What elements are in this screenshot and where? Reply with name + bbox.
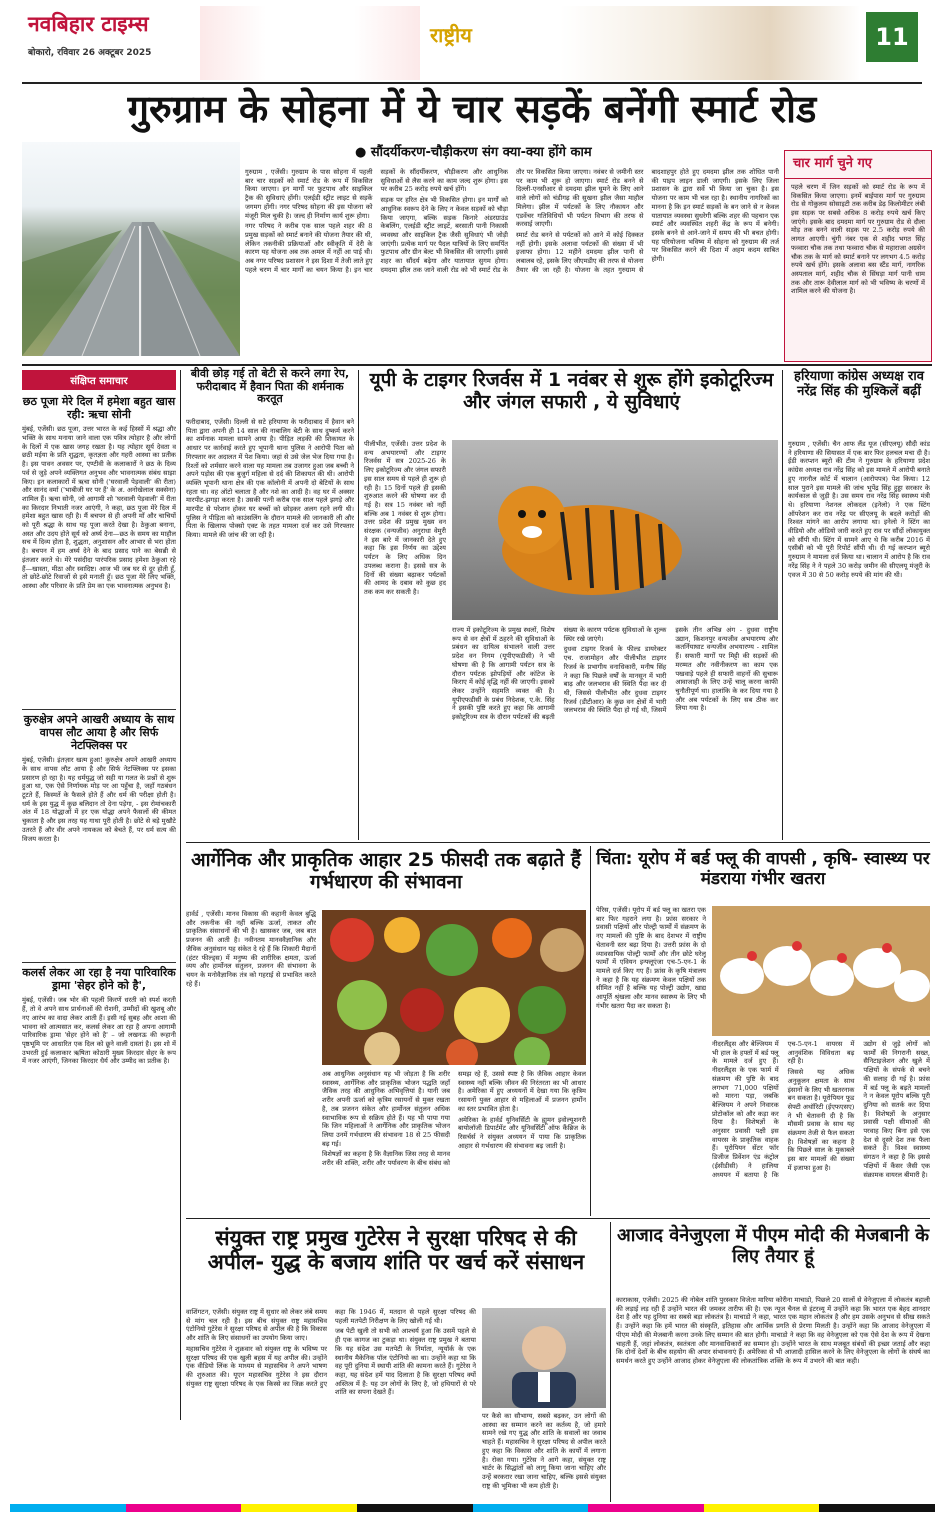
un-divider — [610, 1222, 611, 1502]
lead-headline: गुरुग्राम के सोहना में ये चार सड़कें बनेंगी स्मार्ट रोड — [127, 87, 817, 131]
lead-body-p2: नगर परिषद ने करीब एक साल पहले शहर की 8 प्रमुख सड़कों को स्मार्ट बनाने की योजना तैयार की थी, लेकिन तकनीकी प्रक्रियाओं और स्वीकृति में देरी के कारण यह योजना अब तक अमल में नहीं आ पाई थी। अब नगर परिषद प्रशासन ने इस दिशा में तेजी लाते हुए पहले चरण में चार मार्गों का चयन किया है। इन चार सड़कों के सौंदर्यीकरण, चौड़ीकरण और आधुनिक सुविधाओं से लैस करने का काम जल्द शुरू होगा। इस पर करीब 25 करोड़ रुपये खर्च होंगे। — [245, 168, 508, 274]
date-line: बोकारो, रविवार 26 अक्टूबर 2025 — [28, 48, 152, 58]
bird-flu-headline: चिंता: यूरोप में बर्ड फ्लू की वापसी , कृषि- स्वास्थ्य पर मंडराया गंभीर खतरा — [596, 849, 930, 889]
lead-bottom-rule — [22, 364, 932, 366]
tiger-divider — [782, 370, 783, 840]
lead-sidebar — [784, 150, 932, 362]
haryana-headline: हरियाणा कांग्रेस अध्यक्ष राव नरेंद्र सिंह की मुश्किलें बढ़ीं — [794, 369, 924, 399]
bird-flu-body-p4: उद्योग से जुड़े लोगों को फार्मों की निगरानी सख्त, सैनिटाइजेशन और खुले में पक्षियों के संपर्क से बचने की सलाह दी गई है। फ्रांस में बर्ड फ्लू के बढ़ते मामलों ने न केवल यूरोप बल्कि पूरी दुनिया को सतर्क कर दिया है। विशेषज्ञों के अनुसार प्रवासी पक्षी सीमाओं की परवाह किए बिना इसे एक देश से दूसरे देश तक फैला सकते हैं। विश्व स्वास्थ्य संगठन ने कहा है कि इससे पक्षियों में कैंसर जैसी एक संक्रामक वायरल बीमारी है। — [863, 1040, 930, 1179]
organic-body-p4: अमेरिका के हार्वर्ड यूनिवर्सिटी के ह्यूमन इवोल्यूशनरी बायोलॉजी डिपार्टमेंट और यूनिवर्सिटी ऑफ कैंब्रिज के रिसर्चर्स ने संयुक्त अध्ययन में पाया कि प्राकृतिक आहार से गर्भधारण की संभावना बढ़ जाती है। — [458, 1115, 586, 1150]
crime-headline: बीवी छोड़ गई तो बेटी से करने लगा रेप, फरीदाबाद में हैवान पिता की शर्मनाक करतूत — [190, 367, 350, 406]
organic-headline: आर्गेनिक और प्राकृतिक आहार 25 फीसदी तक बढ़ाते हैं गर्भधारण की संभावना — [191, 849, 581, 893]
tiger-body-p2: राज्य में इकोटूरिज्म के प्रमुख स्थलों, विशेष रूप से वन क्षेत्रों में ठहरने की सुविधाओं के प्रबंधन का दायित्व संभालने वाली उत्तर प्रदेश वन निगम (यूपीएफडीसी) ने भी घोषणा की है कि आगामी पर्यटन सत्र के दौरान पर्यटक झोपड़ियों और कॉटेज के किराए में कोई वृद्धि नहीं की जाएगी। इसको लेकर उन्होंने सहमति व्यक्त की है। यूपीएफडीसी के प्रबंध निदेशक, ए.के. सिंह ने इसकी पुष्टि करते हुए कहा कि आगामी इकोटूरिज्म सत्र के दौरान पर्यटकों की बढ़ती संख्या के कारण पर्यटक सुविधाओं के शुल्क स्थिर रखे जाएंगे। — [452, 626, 667, 722]
masthead — [0, 0, 945, 84]
tiger-photo — [452, 440, 778, 620]
brief-2-headline: कुरुक्षेत्र अपने आखरी अध्याय के साथ वापस लौट आया है और सिर्फ नेटफ्लिक्स पर — [22, 709, 176, 752]
lead-subhead: ● सौंदर्यीकरण-चौड़ीकरण संग क्या-क्या होंगे काम — [355, 145, 592, 160]
tiger-headline: यूपी के टाइगर रिजर्वस में 1 नवंबर से शुरू होंगे इकोटूरिज्म और जंगल सफारी , ये सुविधाएं — [369, 369, 774, 413]
un-body-p2: महासचिव गुटेरेस ने शुक्रवार को संयुक्त राष्ट्र के भविष्य पर सुरक्षा परिषद की एक खुली बहस में यह अपील की। उन्होंने एक वीडियो लिंक के माध्यम से महासचिव ने अपने भाषण की शुरुआत की। यूएन महासचिव गुटेरेस ने इस दौरान संयुक्त राष्ट्र सुरक्षा परिषद के एक किस्से का जिक्र करते हुए कहा कि 1946 में, मतदान से पहले सुरक्षा परिषद की पहली मतपेटी निरीक्षण के लिए खोली गई थी। — [186, 1308, 476, 1388]
un-headline: संयुक्त राष्ट्र प्रमुख गुटेरेस ने सुरक्षा परिषद से की अपील- युद्ध के बजाय शांति पर खर्च करें संसाधन — [207, 1226, 585, 1275]
modi-headline: आजाद वेनेजुएला में पीएम मोदी की मेजबानी के लिए तैयार हूं — [616, 1225, 930, 1267]
lead-body-p4: स्मार्ट रोड बनने से पर्यटकों को आने में कोई दिक्कत नहीं होगी। इसके अलावा पर्यटकों की संख्या में भी इजाफा होगा। 12 महीने दमदमा झील पानी से लबालब रहे, इसके लिए जीएमडीए की तरफ से योजना तैयार की जा रही है। योजना के तहत गुरुग्राम से बादशाहपुर होते हुए दमदमा झील तक शोधित पानी की पाइप लाइन डाली जाएगी। इसके लिए जिला प्रशासन के द्वारा सर्वे भी किया जा चुका है। इस योजना पर काम भी चल रहा है। स्थानीय नागरिकों का मानना है कि इन स्मार्ट सड़कों के बन जाने से न केवल यातायात व्यवस्था सुधरेगी बल्कि शहर की पहचान एक स्मार्ट और व्यवस्थित शहरी केंद्र के रूप में बनेगी। इसके बनने से आने-जाने में समय की भी बचत होगी। यह परियोजना भविष्य में सोहना को गुरुग्राम की तर्ज पर विकसित करने की दिशा में अहम कदम साबित होगी। — [516, 168, 779, 274]
masthead-illustration-right — [560, 6, 860, 80]
brief-1-headline: छठ पूजा मेरे दिल में हमेशा बहुत खास रही: ऋचा सोनी — [22, 395, 176, 421]
brief-label: संक्षिप्त समाचार — [22, 370, 176, 390]
print-registration-strip — [10, 1504, 935, 1512]
brief-3-headline: कलर्स लेकर आ रहा है नया पारिवारिक ड्रामा 'सेहर होने को है', — [22, 962, 176, 992]
haryana-body: गुरुग्राम , एजेंसी। चैन आफ लैंड यूज (सीएलयू) सौदी कांड ने हरियाणा की सियासत में एक बार फिर हलचल मचा दी है। ईडी करप्शन ब्यूरो की टीम ने गुरुग्राम के हरियाणा प्रदेश कांग्रेस अध्यक्ष राव नरेंद्र सिंह को इस मामले में आरोपी बनाते हुए नारनौल कोर्ट में चालान (आरोपपत्र) पेश किया। 12 साल पुराने इस मामले की जांच भूपेंद्र सिंह हुड्डा सरकार के कार्यकाल से जुड़ी है। उस समय राव नरेंद्र सिंह स्वास्थ्य मंत्री थे। हरियाणा नेशनल लोकदल (इनेलो) ने एक स्टिंग ऑपरेशन कर राव नरेंद्र पर सीएलयू के बदले करोड़ों की रिश्वत मांगने का आरोप लगाया था। इनेलो ने स्टिंग का वीडियो और ऑडियो जारी करते हुए राव पर सौंदों लोकायुक्त को सौंपी थी। स्टिंग में सामने आए थे कि करीब 2016 में एसीबी को भी पूरी रिपोर्ट सौंपी थी। दी गई करप्शन ब्यूरो गुरुग्राम ने मामला दर्ज किया था। चालान में आरोप है कि राव नरेंद्र सिंह ने ने पहले 30 करोड़ जमीन की सीएलयू मंजूरी के एवज में 30 से 50 करोड़ रुपये की मांग की थी। — [788, 440, 930, 579]
un-body-left — [186, 1308, 476, 1500]
crime-divider — [358, 370, 359, 840]
brief-3-body: मुंबई, एजेंसी। जब भोर की पहली किरणें धरती को स्पर्श करती हैं, तो वे अपने साथ प्रार्थनाओं की रोशनी, उम्मीदों की खुशबू और नए आरंभ का वादा लेकर आती हैं। इसी नई सुबह और आशा की भावना को आत्मसात कर, कलर्स लेकर आ रहा है अपना आगामी पारिवारिक ड्रामा 'सेहर होने को है' – जो लखनऊ की रूहानी पृष्ठभूमि पर आधारित एक दिल को छूने वाली दास्तां है। इस शो में उभरती हुई कलाकार ऋषिता कोठारी मुख्य किरदार सेहर के रूप में नजर आएंगी, जिनका किरदार धैर्य और उम्मीद का प्रतीक है। — [22, 996, 176, 1066]
masthead-rule — [22, 82, 922, 84]
section-title: राष्ट्रीय — [430, 23, 472, 47]
tiger-body-p3: दुधवा टाइगर रिजर्व के फील्ड डायरेक्टर एच. राजामोहन और पीलीभीत टाइगर रिजर्व के प्रभागीय वनाधिकारी, मनीष सिंह ने कहा कि पिछले वर्षों के मानसून में भारी बाढ़ और जलभराव की स्थिति पैदा कर दी थी, जिससे पीलीभीत और दुधवा टाइगर रिजर्व (डीटीआर) के कुछ वन क्षेत्रों में भारी जलभराव की स्थिति पैदा हो गई थी, जिसमें इसके तीन अभिन्न अंग - दुधवा राष्ट्रीय उद्यान, किशनपुर वन्यजीव अभयारण्य और कतर्नियाघाट वन्यजीव अभयारण्य - शामिल हैं। सफारी मार्गों पर मिट्टी की सड़कों की मरम्मत और नवीनीकरण का काम एक पखवाड़े पहले ही सफारी वाहनों की सुचारू आवाजाही के लिए उन्हें चालू करना काफी चुनौतीपूर्ण था। हालांकि के कर दिया गया है और अब पर्यटकों के लिए सब ठीक कर लिया गया है। — [563, 626, 778, 715]
tiger-body-rest — [452, 626, 778, 838]
bird-flu-body-rest — [712, 1040, 930, 1212]
lead-sidebar-title: चार मार्ग चुने गए — [785, 151, 931, 179]
poultry-photo — [712, 906, 930, 1036]
food-photo — [322, 910, 586, 1065]
crime-body: फरीदाबाद, एजेंसी। दिल्ली से सटे हरियाणा के फरीदाबाद में हैवान बने पिता द्वारा अपनी ही 14 साल की नाबालिग बेटी के साथ दुष्कर्म करने का शर्मनाक मामला सामने आया है। पीड़ित लड़की की शिकायत के आधार पर कार्रवाई करते हुए भूपानी थाना पुलिस ने आरोपी पिता को गिरफ्तार कर अदालत में पेश किया। जहां से उसे जेल भेज दिया गया है। रिश्तों को शर्मसार करने वाला यह मामला तब उजागर हुआ जब बच्ची ने अपने पड़ोस की एक बुजुर्ग महिला से दर्द की शिकायत की थी। आरोपी व्यक्ति भूपानी थाना क्षेत्र की एक कॉलोनी में अपनी दो बेटियों के साथ रहता था। वह ऑटो चलाता है और नशे का आदी है। वह घर में अक्सर मारपीट-झगड़ा करता है। उसकी पत्नी करीब एक साल पहले झगड़े और मारपीट से परेशान होकर घर बच्चों को छोड़कर अलग रहने लगी थी। पुलिस ने पीड़िता को काउंसलिंग के दौरान मामले की जानकारी ली और पिता के खिलाफ पोक्सो एक्ट के तहत मामला दर्ज कर उसे गिरफ्तार किया। मामले की जांच की जा रही है। — [186, 418, 354, 540]
page-number: 11 — [875, 23, 909, 51]
lead-body-p3: सड़क पर हरित क्षेत्र भी विकसित होगा। इन मार्गों को आधुनिक स्वरूप देने के लिए न केवल सड़कों को चौड़ा किया जाएगा, बल्कि सड़क किनारे अंडरग्राउंड केबलिंग, एलईडी स्ट्रीट लाइटें, बरसाती पानी निकासी व्यवस्था और साइकिल ट्रैक जैसी सुविधाएं भी जोड़ी जाएंगी। प्रत्येक मार्ग पर पैदल यात्रियों के लिए समर्पित फुटपाथ और ग्रीन बेल्ट भी विकसित की जाएगी। इससे शहर का सौंदर्य बढ़ेगा और यातायात सुगम होगा। दमदमा झील तक जाने वाली रोड को भी स्मार्ट रोड के तौर पर विकसित किया जाएगा। नवंबर से जमीनी स्तर पर काम भी शुरू हो जाएगा। स्मार्ट रोड बनने से दिल्ली-एनसीआर से दमदमा झील घूमने के लिए आने वाले लोगों को चंडीगढ़ की सुखना झील जैसा माहौल मिलेगा। झील में पर्यटकों के लिए नौकायन और एडवेंचर गतिविधियों भी पर्यटन विभाग की तरफ से करवाई जाएगी। — [380, 168, 644, 274]
bird-flu-body-lead: पेरिस, एजेंसी। यूरोप में बर्ड फ्लू का खतरा एक बार फिर गहराने लगा है। फ्रांस सरकार ने प्रवासी पक्षियों और पोल्ट्री फार्मों में संक्रमण के नए मामलों की पुष्टि के बाद देशभर में राष्ट्रीय चेतावनी स्तर बढ़ा दिया है। उत्तरी फ्रांस के दो व्यावसायिक पोल्ट्री फार्मों और तीन छोटे घरेलू फार्मों में एवियन इन्फ्लूएंजा एच-5-एन-1 के मामले दर्ज किए गए हैं। फ्रांस के कृषि मंत्रालय ने कहा है कि यह संक्रमण केवल पक्षियों तक सीमित नहीं है बल्कि यह पोल्ट्री उद्योग, खाद्य आपूर्ति श्रृंखला और मानव स्वास्थ्य के लिए भी गंभीर खतरा पैदा कर सकता है। — [596, 906, 706, 1010]
masthead-illustration-left — [200, 6, 420, 80]
page-number-box — [866, 12, 918, 62]
bird-flu-body-p2: नीदरलैंड्स और बेल्जियम में भी हाल के हफ्तों में बर्ड फ्लू के मामले दर्ज हुए हैं। नीदरलैंड्स के एक फार्म में संक्रमण की पुष्टि के बाद लगभग 71,000 पक्षियों को मारना पड़ा, जबकि बेल्जियम ने अपने निवारक प्रोटोकॉल को और कड़ा कर दिया है। विशेषज्ञों के अनुसार प्रवासी पक्षी इस वायरस के प्राकृतिक वाहक हैं। यूरोपियन सेंटर फॉर डिजीज प्रिवेंशन एंड कंट्रोल (ईसीडीसी) ने हालिया अध्ययन में बताया है कि एच-5-एन-1 वायरस में आनुवंशिक विविधता बढ़ रही है। — [712, 1040, 855, 1179]
bird-flu-body-p3: जिससे यह अधिक अनुकूलन क्षमता के साथ इंसानों के लिए भी खतरनाक बन सकता है। यूरोपियन फूड सेफ्टी अथॉरिटी (ईएफएसए) ने भी चेतावनी दी है कि मौसमी प्रवास के साथ यह संक्रमण तेजी से फैल सकता है। विशेषज्ञों का कहना है कि पिछले साल के मुकाबले इस बार मामलों की संख्या में इजाफा हुआ है। — [787, 1068, 855, 1172]
brief-1-body: मुंबई, एजेंसी। छठ पूजा, उत्तर भारत के कई हिस्सों में श्रद्धा और भक्ति के साथ मनाया जाने वाला एक पवित्र त्योहार है और लोगों के दिलों में एक खास जगह रखता है। यह त्योहार सूर्य देवता व छठी मईया के प्रति शुद्धता, कृतज्ञता और गहरी आस्था का प्रतीक है। इस पावन अवसर पर, एण्टीवी के कलाकारों ने छठ के दिव्य पर्व से जुड़े अपने व्यक्तिगत अनुभव और भावनात्मक संबंध साझा किए। इन कलाकारों में ऋचा सोनी ('घरवाली पेड़वाली' की रीता) और सानंद वर्मा ('भाबीजी घर पर हैं' के अ. अनोखेलाल सक्सेना) शामिल हैं। ऋचा सोनी, जो आगामी शो 'घरवाली पेड़वाली' में रीता का किरदार निभाती नजर आएंगी, ने कहा, छठ पूजा मेरे दिल में हमेशा बहुत खास रही है। मैं बचपन से ही अपनी माँ और चाचियों को पूरी श्रद्धा के साथ यह पूजा करते देखा है। ठेकुआ बनाना, अस्त और उदय होते सूर्य को अर्घ्य देना—छठ के समय का माहौल सच में दिव्य होता है, शुद्धता, अनुशासन और आभार से भरा होता है। बचपन में हम अर्घ्य देने के बाद प्रसाद पाने का बेसब्री से इंतजार करते थे। मेरे पसंदीदा पारंपरिक प्रसाद हमेशा ठेकुआ रहे हैं—खास्ता, मीठा और स्वादिष्ट। आज भी जब घर से दूर होती हूँ, तो छोटे-छोटे रिवाजों से इसे मनाती हूँ। छठ पूजा मेरे लिए भक्ति, आस्था और परिवार के प्रति प्रेम का एक भावनात्मक अनुभव है। — [22, 425, 176, 590]
un-body-right: पर कैसे का सौभाग्य, सबसे बढ़कर, उन लोगों की आस्था का सम्मान करने का कर्तव्य है, जो हमारे सामने रखे गए युद्ध और शांति के सवालों का जवाब चाहते हैं। महासचिव ने सुरक्षा परिषद से अपील करते हुए कहा कि विकास और शांति के कार्यों में लगाना है। रोका गया। गुटेरेस ने आगे कहा, संयुक्त राष्ट्र चार्टर के सिद्धांतों को लागू किया जाना चाहिए और उन्हें बरकरार रखा जाना चाहिए, बल्कि इससे संयुक्त राष्ट्र की भूमिका भी कम होती है। — [482, 1412, 606, 1490]
organic-body-lead: हार्वर्ड , एजेंसी। मानव विकास की कहानी केवल बुद्धि और तकनीक की नहीं बल्कि ऊर्जा, ताकत और प्राकृतिक संसाधनों की भी है। खासकर जब, जब बात प्रजनन की आती है। नवीनतम मानववैज्ञानिक और जैविक अनुसंधान यह संकेत दे रहे हैं कि शिकारी मैदानों (हंटर फील्ड्स) में मनुष्य की शारीरिक क्षमता, ऊर्जा व्यय और हार्मोनल संतुलन, प्रजनन की संभावना के चयन के मनोवैज्ञानिक तंत्र को गहराई से प्रभावित करते रहे हैं। — [186, 910, 316, 988]
organic-body-p3: विशेषज्ञों का कहना है कि वैज्ञानिक जिस तरह से मानव शरीर की शक्ति, शरीर और पर्यावरण के बीच संबंध को समझ रहे हैं, उससे स्पष्ट है कि जैविक आहार केवल स्वास्थ्य नहीं बल्कि जीवन की निरंतरता का भी आधार है। अमेरिका में हुए अध्ययनों में देखा गया कि कृत्रिम रसायनों युक्त आहार से महिलाओं में प्रजनन हार्मोन का स्तर प्रभावित होता है। — [322, 1070, 586, 1168]
paper-name: नवबिहार टाइम्स — [28, 12, 149, 36]
organic-body-rest — [322, 1070, 586, 1212]
guterres-photo — [482, 1308, 606, 1408]
un-body-p3: जब पेटी खुली तो सभी को आश्चर्य हुआ कि उसमें पहले से ही एक कागज का टुकड़ा था। संयुक्त राष्ट्र प्रमुख ने बताया कि यह संदेश उस मतपेटी के निर्माता, न्यूयॉर्क के एक स्थानीय मैकेनिक पॉल एंटोनियो का था। उन्होंने कहा था कि वह पूरी दुनिया में स्थायी शांति की कामना करते हैं। गुटेरेस ने कहा, यह संदेश हमें याद दिलाता है कि सुरक्षा परिषद क्यों अस्तित्व में है: यह उन लोगों के लिए है, जो हथियारों से परे शांति का सपना देखते हैं। — [335, 1327, 476, 1397]
bottom-section-rule — [186, 1218, 930, 1219]
lead-subhead-text: सौंदर्यीकरण-चौड़ीकरण संग क्या-क्या होंगे काम — [370, 145, 592, 160]
lead-sidebar-body: पहले चरण में जिन सड़कों को स्मार्ट रोड के रूप में विकसित किया जाएगा। इनमें बाईपास मार्ग पर गुरुग्राम रोड से गोकुलम सोसाइटी तक करीब डेढ़ किलोमीटर लंबी इस सड़क पर सबसे अधिक 8 करोड़ रुपये खर्च किए जाएंगे। इसके बाद दमदमा मार्ग पर गुरुग्राम रोड से दौला मोड़ तक बनने वाली सड़क पर 2.5 करोड़ रुपये की लागत आएगी। चुंगी नंबर एक से शहीद भगत सिंह फव्वारा चौक तक तथा फव्वारा चौक से महाराजा अग्रसेन चौक तक के मार्ग को स्मार्ट बनाने पर लगभग 4.5 करोड़ रुपये खर्च होंगे। इसके अलावा बस स्टैंड मार्ग, नागरिक अस्पताल मार्ग, शहीद चौक से सिंघड़ा मार्ग पानी धाम तक और तारू देवीलाल मार्ग को भी भविष्य के चरणों में शामिल करने की योजना है। — [791, 182, 925, 296]
middle-rule — [186, 842, 930, 843]
brief-column-divider — [180, 370, 181, 1420]
brief-column — [22, 370, 176, 1420]
highway-photo — [22, 142, 240, 356]
organic-body-p2: अब आधुनिक अनुसंधान यह भी जोड़ता है कि शरीर स्वास्थ्य, आर्गेनिक और प्राकृतिक भोजन पद्धति जहाँ जैविक तरह की आधुनिक अभिवृत्तियां है। यानी जब शरीर अपनी ऊर्जा को कृत्रिम रसायनों से मुक्त रखता है, तब प्रजनन संकेत और हार्मोनल संतुलन अधिक स्वाभाविक रूप से सक्रिय होते हैं। यह भी पाया गया कि जिन महिलाओं ने आर्गेनिक और प्राकृतिक भोजन लिया उनमें गर्भधारण की संभावना 18 से 25 फीसदी बढ़ गई। — [322, 1070, 450, 1148]
organic-divider — [590, 846, 591, 1216]
lead-body-p1: गुरुग्राम , एजेंसी। गुरुग्राम के पास सोहना में पहली बार चार सड़कों को स्मार्ट रोड के रूप में विकसित किया जाएगा। इन मार्गों पर फुटपाथ और साइकिल ट्रैक की सुविधाएं होंगी। एलईडी स्ट्रीट लाइट से सड़कें जगमग होंगी। नगर परिषद सोहना की इस योजना को मंजूरी मिल चुकी है। जल्द ही निर्माण कार्य शुरू होगा। — [245, 168, 373, 220]
un-body-p1: वाशिंगटन, एजेंसी। संयुक्त राष्ट्र में सुधार को लेकर लंबे समय से मांग चल रही है। इस बीच संयुक्त राष्ट्र महासचिव एंटोनियो गुटेरेस ने सुरक्षा परिषद से अपील की है कि विकास और शांति के लिए संसाधनों का उपयोग किया जाए। — [186, 1308, 327, 1343]
brief-2-body: मुंबई, एजेंसी। इंतज़ार खत्म हुआ! कुरुक्षेत्र अपने आखरी अध्याय के साथ वापस लौट आया है और सिर्फ नेटफ्लिक्स पर इसका प्रसारण हो रहा है। यह धर्मयुद्ध जो सही या गलत के प्रश्नों से शुरू हुआ था, एक ऐसे निर्णायक मोड़ पर आ पहुँचा है, जहाँ गठबंधन टूटते हैं, किस्मतें के फैसले होते हैं और धर्म की परीक्षा होती है। धर्म के इस युद्ध में कुछ बलिदान तो देना पड़ेगा, - इस रोमांचकारी अंत में 18 योद्धाओं में हर एक योद्धा अपने फैसलों की कीमत चुकाता है और इस तरह यह गाथा पूरी होती है। छोटे से बड़े मुखौटे उतरते हैं और वीर अपने नायकत्व को बेचते हैं, पर धर्म सत्य की विजय करता है। — [22, 756, 176, 843]
tiger-body-lead: पीलीभीत, एजेंसी। उत्तर प्रदेश के वन्य अभयारण्यों और टाइगर रिजर्वस में सत्र 2025-26 के लिए इकोटूरिज्म और जंगल सफारी इस साल समय से पहले ही शुरू हो रही है। 15 दिनों पहले ही इसकी शुरुआत करने की घोषणा कर दी गई है। सत्र 15 नवंबर को नहीं बल्कि अब 1 नवंबर से शुरू होगा। उत्तर प्रदेश की प्रमुख मुख्य वन संरक्षक (वन्यजीव) अनुराधा वेमुरी ने इस बारे में जानकारी देते हुए कहा कि इस निर्णय का उद्देश्य पर्यटन के लिए अधिक दिन उपलब्ध कराना है। इससे सत्र के दिनों की संख्या बढ़ाकर पर्यटकों की आमद के दबाव को कुछ हद तक कम कर सकती है। — [364, 440, 446, 596]
lead-body — [245, 168, 779, 360]
modi-body: काराकास, एजेंसी। 2025 की नोबेल शांति पुरस्कार विजेता मारिया कोरीना माचाडो, पिछले 20 सालों से वेनेजुएला में लोकतंत्र बहाली की लड़ाई लड़ रही हैं उन्होंने भारत की जमकर तारीफ की है। एक न्यूज चैनल से इंटरव्यू में उन्होंने कहा कि भारत एक बेहद शानदार देश है और यह दुनिया का सबसे बड़ा लोकतंत्र है। माचाडो ने कहा, भारत एक महान लोकतंत्र है और हम उसके अनुभव से सीख सकते हैं। उन्होंने कहा कि हमें भारत की संस्कृति, इतिहास और आर्थिक प्रगति से प्रेरणा मिलती है। उन्होंने कहा कि आजाद वेनेजुएला में पीएम मोदी की मेजबानी करना उनके लिए सम्मान की बात होगी। माचाडो ने कहा कि वह वेनेजुएला को एक ऐसे देश के रूप में देखना चाहती हैं, जहां लोकतंत्र, स्वतंत्रता और मानवाधिकारों का सम्मान हो। उन्होंने भारत के साथ मजबूत संबंधों की इच्छा जताई और कहा कि दोनों देशों के बीच सहयोग की अपार संभावनाएं हैं। अमेरिका से भी आजादी हासिल करने के लिए वेनेजुएला के लोगों के संघर्ष का समर्थन करते हुए उन्होंने आजाद होकर वेनेजुएला की लोकतांत्रिक शक्ति के रूप में उभरने की बात कही। — [616, 1296, 930, 1365]
